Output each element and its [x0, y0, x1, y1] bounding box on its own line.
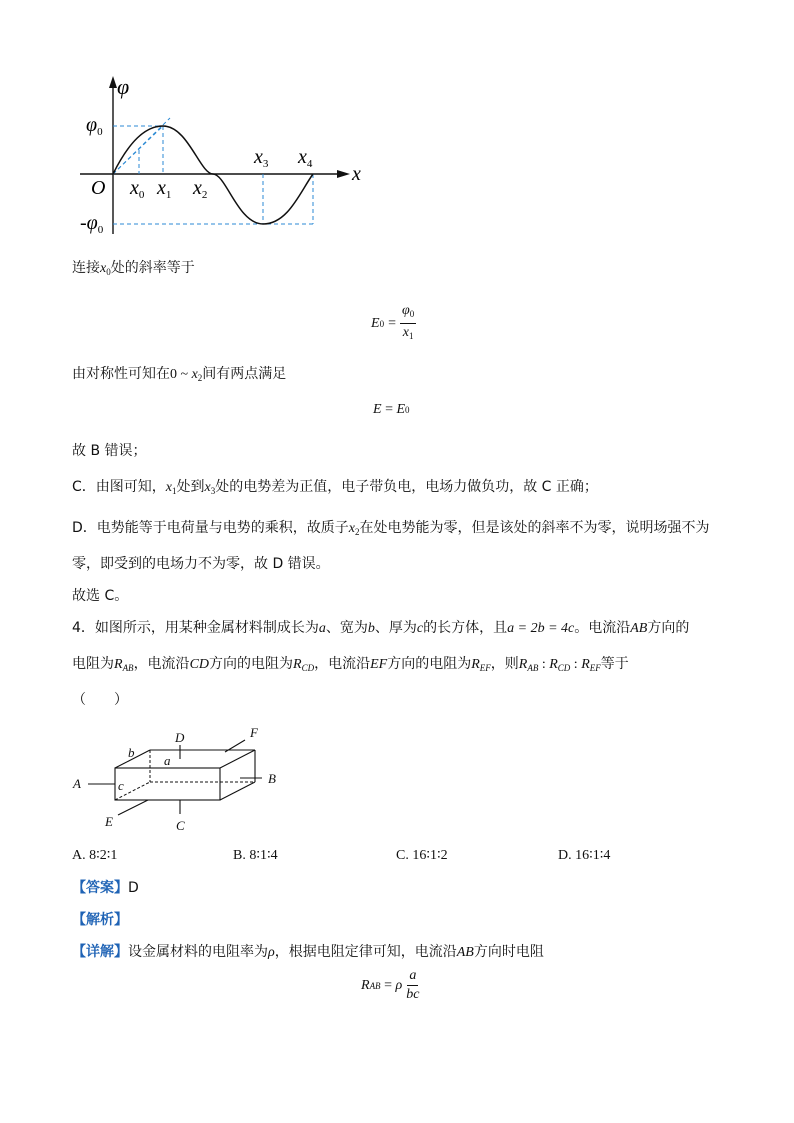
origin-label: O — [91, 177, 106, 199]
answer-tag: 【答案】 — [72, 880, 128, 896]
question-4-paren: （ ） — [72, 692, 128, 708]
potential-curve — [113, 126, 313, 224]
para-slope: 连接$x_0$处的斜率等于 — [72, 260, 195, 277]
x2-label: $x_2$ — [193, 177, 208, 201]
option-b[interactable]: B. 8∶1∶4 — [233, 848, 278, 863]
secant-line — [113, 126, 163, 174]
y-axis-arrow — [109, 76, 117, 88]
para-option-d-line1: D．电势能等于电荷量与电势的乘积，故质子$x_2$在处电势能为零，但是该处的斜率不为零，说明场强不为 — [72, 520, 710, 537]
potential-graph — [70, 70, 370, 240]
x0-label: $x_0$ — [130, 177, 145, 201]
label-B: B — [268, 771, 276, 786]
label-E: E — [105, 814, 113, 829]
answer-value: D — [128, 880, 139, 896]
x-axis-label: x — [352, 163, 361, 185]
x-axis-arrow — [337, 170, 350, 178]
phi0-label: $\varphi_0$ — [86, 114, 103, 138]
phi-label: φ — [117, 74, 130, 99]
label-A: A — [73, 776, 81, 791]
neg-phi0-label: $-\varphi_0$ — [80, 212, 104, 236]
para-option-c: C．由图可知，$x_1$处到$x_3$处的电势差为正值，电子带负电，电场力做负功，故 C 正确； — [72, 479, 598, 496]
answer-line — [72, 878, 139, 898]
question-4-line1: 4．如图所示，用某种金属材料制成长为a、宽为b、厚为c的长方体，且a = 2b = 4c。电流沿AB方向的 — [72, 620, 690, 636]
equation-rab: R AB = ρ $\frac{a}{bc}$ — [361, 968, 420, 1002]
cuboid-bottom-right-edge — [220, 782, 255, 800]
option-c[interactable]: C. 16∶1∶2 — [396, 848, 448, 863]
equation-e0: E 0 = $\frac{\varphi_0}{x_1}$ — [371, 303, 415, 341]
cuboid-figure — [70, 720, 300, 840]
option-a[interactable]: A. 8∶2∶1 — [72, 848, 118, 863]
label-D: D — [175, 730, 185, 745]
x3-label: $x_3$ — [254, 146, 269, 170]
equation-e-equals-e0: E = E 0 — [373, 402, 410, 417]
para-option-d-line2: 零，即受到的电场力不为零，故 D 错误。 — [72, 556, 330, 572]
label-a: a — [164, 753, 171, 768]
x1-label: $x_1$ — [157, 177, 172, 201]
detail-tag: 【详解】 — [72, 944, 128, 960]
para-choose-c: 故选 C。 — [72, 588, 129, 604]
analysis-line — [72, 910, 128, 930]
para-b-wrong: 故 B 错误； — [72, 443, 147, 459]
option-d[interactable]: D. 16∶1∶4 — [558, 848, 611, 863]
analysis-tag: 【解析】 — [72, 912, 128, 928]
cuboid-front-face — [115, 768, 220, 800]
label-F: F — [250, 725, 258, 740]
cuboid-top-right-edge — [220, 750, 255, 768]
question-4-line2: 电阻为$R_{AB}$，电流沿CD方向的电阻为$R_{CD}$，电流沿EF方向的电阻为$R_{EF}$，则$R_{AB}$ : $R_{CD}$ : $R_{EF}$等于 — [72, 656, 629, 673]
x4-label: $x_4$ — [298, 146, 313, 170]
label-C: C — [176, 818, 185, 833]
para-symmetry: 由对称性可知在0 ~ $x_2$间有两点满足 — [72, 366, 287, 383]
detail-line: 【详解】设金属材料的电阻率为ρ，根据电阻定律可知，电流沿AB方向时电阻 — [72, 944, 544, 960]
label-b: b — [128, 745, 135, 760]
lead-E — [118, 800, 148, 815]
label-c: c — [118, 778, 124, 793]
